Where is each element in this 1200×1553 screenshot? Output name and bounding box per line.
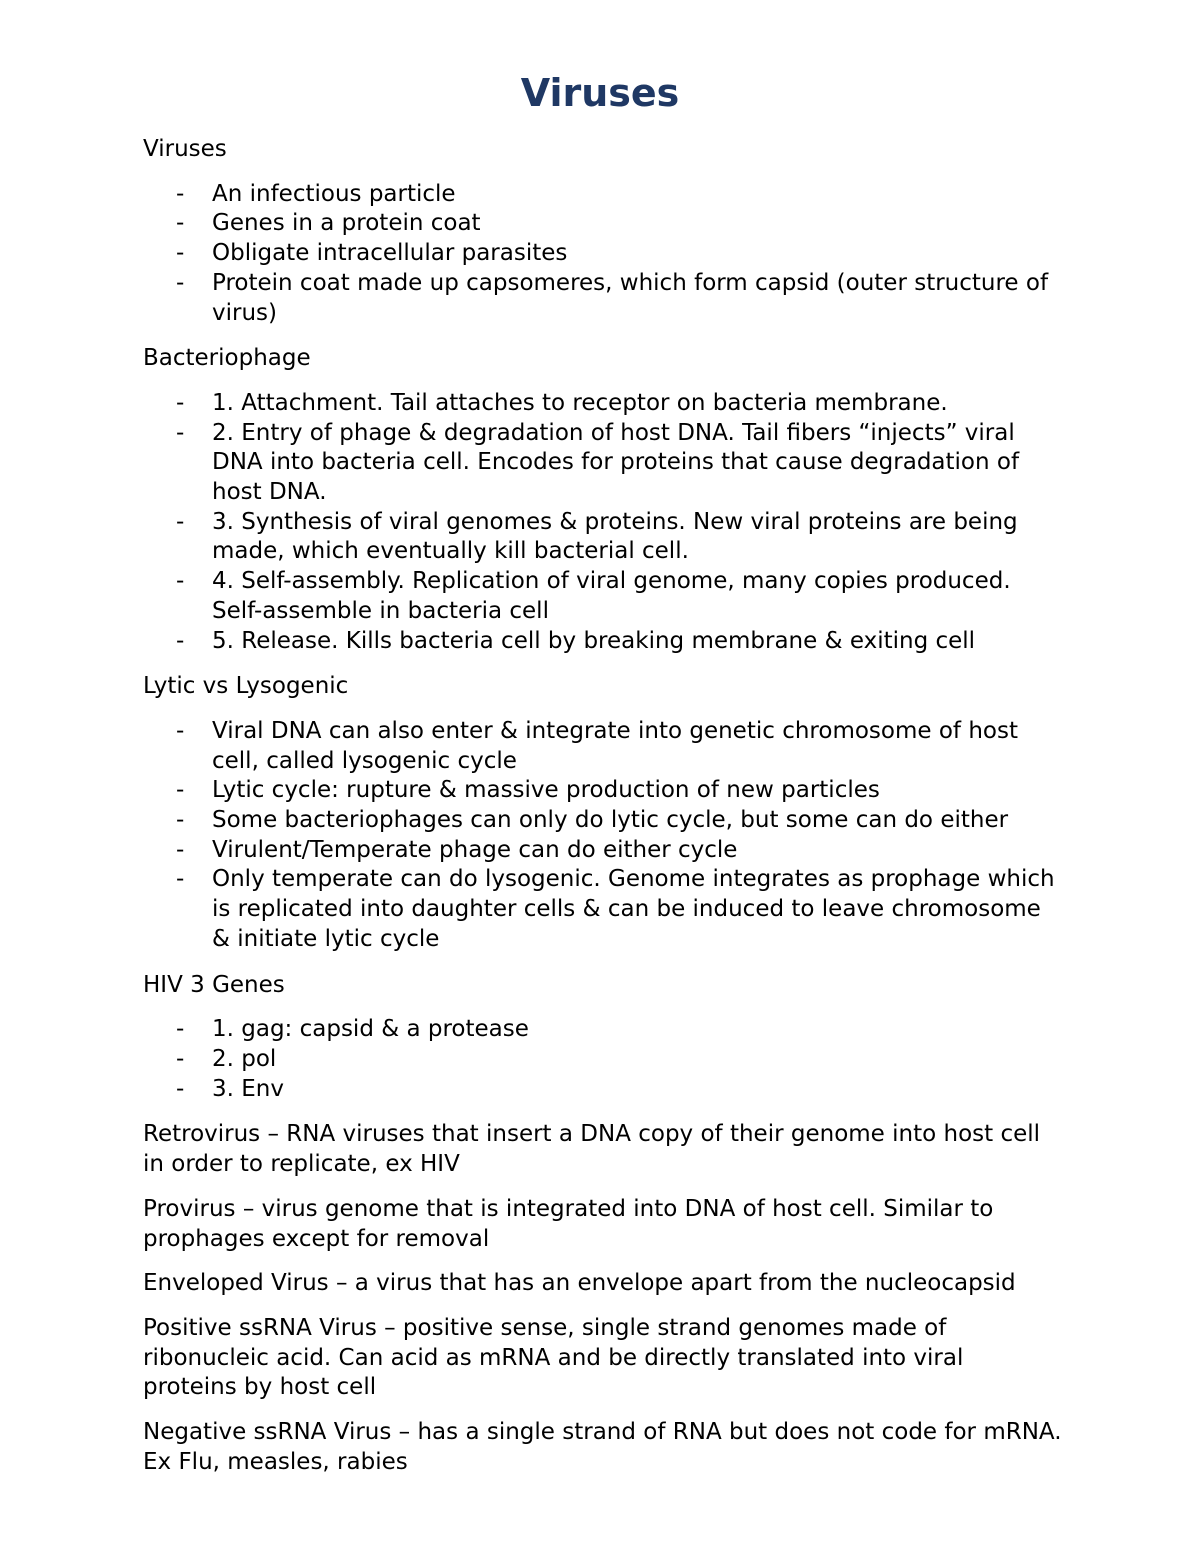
list-item: - Only temperate can do lysogenic. Genome integrates as prophage which is replicated into daughter cells & can be induced to leave chromosome & initiate lytic cycle [143,865,1063,954]
bullet-list [143,180,1063,329]
list-item: - 1. Attachment. Tail attaches to receptor on bacteria membrane. [143,389,1063,419]
section-viruses [143,135,1063,328]
list-item: - Some bacteriophages can only do lytic cycle, but some can do either [143,806,1063,836]
list-item: - 2. Entry of phage & degradation of host DNA. Tail fibers “injects” viral DNA into bacteria cell. Encodes for proteins that cause degradation of host DNA. [143,419,1063,508]
list-item: - 4. Self-assembly. Replication of viral genome, many copies produced. Self-assemble in bacteria cell [143,567,1063,626]
list-item: - Protein coat made up capsomeres, which form capsid (outer structure of virus) [143,269,1063,328]
section-heading: HIV 3 Genes [143,971,285,998]
bullet-list [143,717,1063,955]
bullet-list [143,1015,1063,1104]
section-hiv-genes [143,971,1063,1105]
list-item: - An infectious particle [143,180,1063,210]
section-heading: Viruses [143,136,227,162]
definition-enveloped-virus: Enveloped Virus – a virus that has an envelope apart from the nucleocapsid [143,1270,1016,1297]
section-bacteriophage [143,344,1063,656]
definition-retrovirus: Retrovirus – RNA viruses that insert a DNA copy of their genome into host cell in order to replicate, ex HIV [143,1121,1041,1178]
document-body [143,135,1063,1492]
section-lytic-vs-lysogenic [143,672,1063,954]
definition-provirus: Provirus – virus genome that is integrated into DNA of host cell. Similar to prophages except for removal [143,1195,994,1252]
list-item: - 1. gag: capsid & a protease [143,1015,1063,1045]
bullet-list [143,389,1063,656]
definitions [143,1120,1063,1477]
list-item: - 3. Env [143,1075,1063,1105]
list-item: - 2. pol [143,1045,1063,1075]
definition-negative-ssrna: Negative ssRNA Virus – has a single strand of RNA but does not code for mRNA. Ex Flu, measles, rabies [143,1419,1062,1475]
list-item: - Viral DNA can also enter & integrate into genetic chromosome of host cell, called lysogenic cycle [143,717,1063,776]
section-heading: Lytic vs Lysogenic [143,673,349,700]
page-title: Viruses [520,71,680,115]
list-item: - Lytic cycle: rupture & massive production of new particles [143,776,1063,806]
section-heading: Bacteriophage [143,345,311,372]
list-item: - Virulent/Temperate phage can do either cycle [143,836,1063,866]
list-item: - Genes in a protein coat [143,209,1063,239]
list-item: - 3. Synthesis of viral genomes & proteins. New viral proteins are being made, which eventually kill bacterial cell. [143,508,1063,567]
list-item: - 5. Release. Kills bacteria cell by breaking membrane & exiting cell [143,627,1063,657]
definition-positive-ssrna: Positive ssRNA Virus – positive sense, single strand genomes made of ribonucleic acid. Can acid as mRNA and be directly translated into viral proteins by host cell [143,1314,964,1401]
list-item: - Obligate intracellular parasites [143,239,1063,269]
